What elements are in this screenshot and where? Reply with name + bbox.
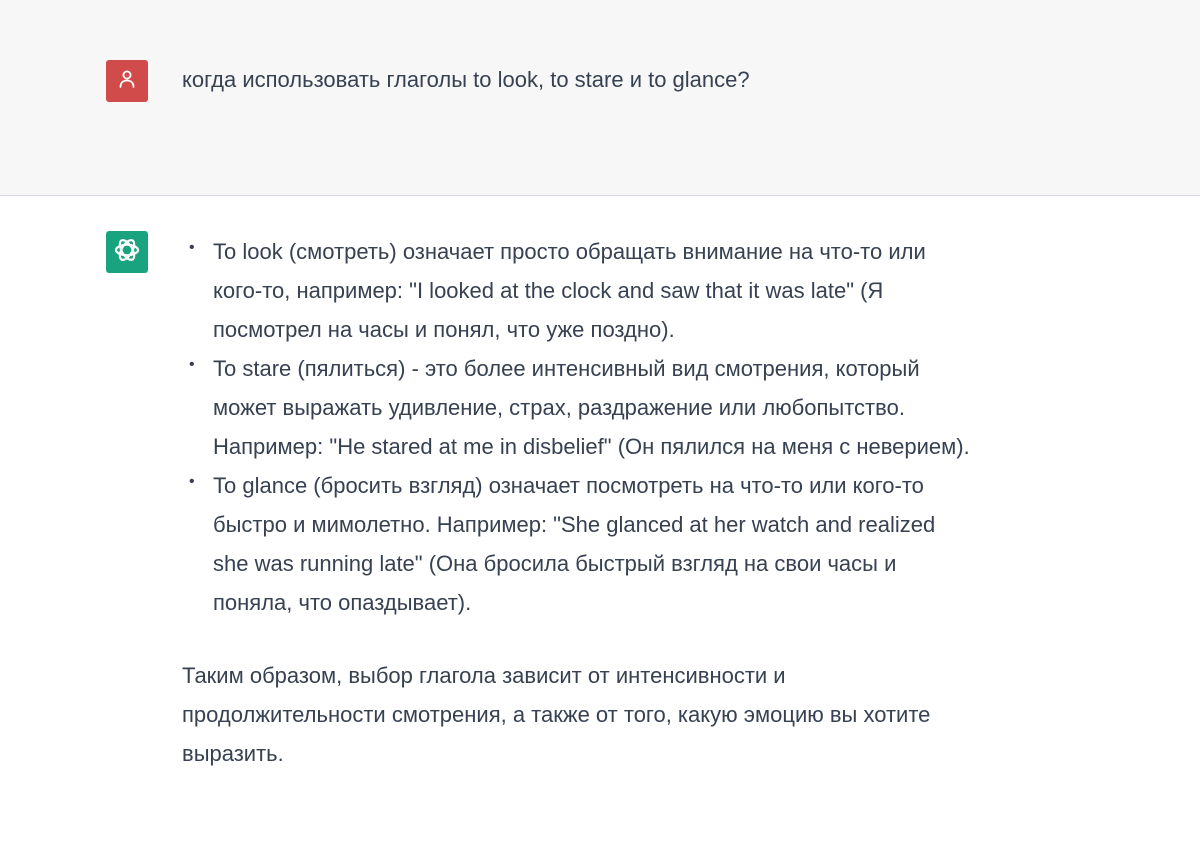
assistant-message-content [182,232,972,773]
list-item-text: To stare (пялиться) - это более интенсивный вид смотрения, который может выражать удивление, страх, раздражение или любопытство. Например: "He stared at me in disbelief" (Он пялился на меня с неверием). [213,356,970,459]
user-message-text: когда использовать глаголы to look, to stare и to glance? [182,67,750,92]
answer-bullet-list [182,232,972,622]
list-item-text: To look (смотреть) означает просто обращать внимание на что-то или кого-то, например: "I looked at the clock and saw that it was late" (Я посмотрел на часы и понял, что уже поздно). [213,239,926,342]
list-item [189,232,972,349]
list-item [189,466,972,622]
user-avatar [106,60,148,102]
bullet-marker: • [189,356,195,373]
bullet-marker: • [189,239,195,256]
user-icon [118,69,136,94]
openai-logo-icon [112,235,142,270]
answer-conclusion: Таким образом, выбор глагола зависит от интенсивности и продолжительности смотрения, а также от того, какую эмоцию вы хотите выразить. [182,663,931,766]
assistant-avatar [106,231,148,273]
list-item-text: To glance (бросить взгляд) означает посмотреть на что-то или кого-то быстро и мимолетно. Например: "She glanced at her watch and realized she was running late" (Она бросила быстрый взгляд на свои часы и поняла, что опаздывает). [213,473,936,615]
user-message-row [0,0,1200,196]
list-item [189,349,972,466]
bullet-marker: • [189,473,195,490]
